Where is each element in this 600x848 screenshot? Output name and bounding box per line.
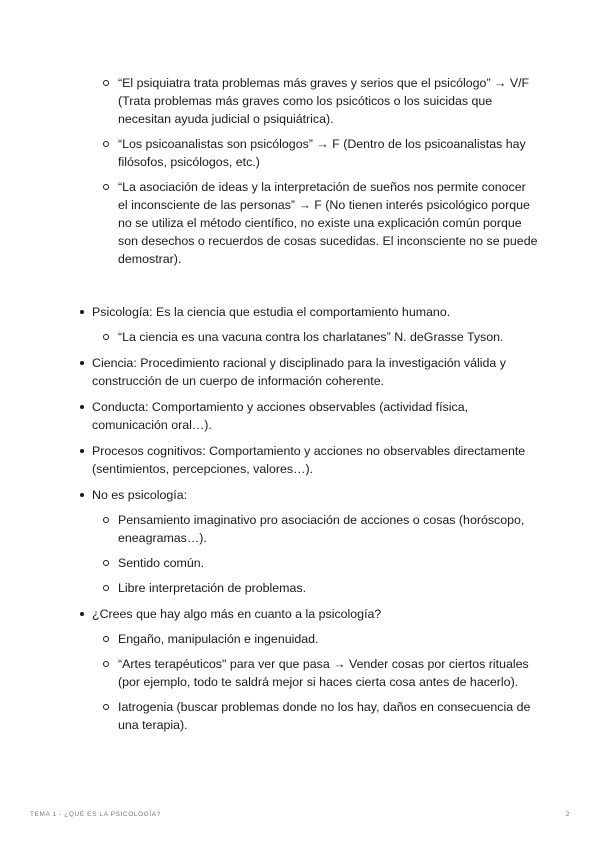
list-item: “El psiquiatra trata problemas más graves y serios que el psicólogo” → V/F (Trata problemas más graves como los psicóticos o los suicidas que necesitan ayuda judicial o psiquiátrica). [102, 74, 538, 128]
list-item-conducta [78, 398, 538, 434]
sub-list [102, 630, 538, 734]
list-item: Pensamiento imaginativo pro asociación de acciones o cosas (horóscopo, eneagramas…). [102, 511, 538, 547]
list-item-text: Procesos cognitivos: Comportamiento y acciones no observables directamente (sentimientos, percepciones, valores…). [92, 444, 526, 476]
list-item-text: ¿Crees que hay algo más en cuanto a la psicología? [92, 607, 382, 621]
main-bullet-list [78, 303, 538, 734]
list-item-text: Ciencia: Procedimiento racional y disciplinado para la investigación válida y construcción de un cuerpo de información coherente. [92, 356, 506, 388]
footer-title: TEMA 1 - ¿QUÉ ES LA PSICOLOGÍA? [30, 811, 161, 818]
list-item: “La asociación de ideas y la interpretación de sueños nos permite conocer el inconsciente de las personas” → F (No tienen interés psicológico porque no se utiliza el método científico, no existe una explicación común porque son desechos o recuerdos de cosas sucedidas. El inconsciente no se puede demostrar). [102, 178, 538, 268]
list-item: Sentido común. [102, 554, 538, 572]
list-item-text: No es psicología: [92, 488, 188, 502]
sub-list [102, 328, 538, 346]
section-gap [78, 275, 538, 303]
list-item-crees-que-hay-algo-mas [78, 605, 538, 734]
page-content [78, 74, 538, 742]
list-item: Libre interpretación de problemas. [102, 579, 538, 597]
list-item-no-es-psicologia [78, 486, 538, 597]
list-item-ciencia [78, 354, 538, 390]
page-number: 2 [565, 811, 570, 818]
list-item-psicologia [78, 303, 538, 346]
list-item: “Artes terapéuticos" para ver que pasa → Vender cosas por ciertos rituales (por ejemplo, todo te saldrá mejor si haces cierta cosa antes de hacerlo). [102, 655, 538, 691]
list-item-text: Conducta: Comportamiento y acciones observables (actividad física, comunicación oral…). [92, 400, 469, 432]
sub-list [102, 511, 538, 597]
list-item: “La ciencia es una vacuna contra los charlatanes” N. deGrasse Tyson. [102, 328, 538, 346]
list-item-text: Psicología: Es la ciencia que estudia el comportamiento humano. [92, 305, 451, 319]
continuation-list [102, 74, 538, 268]
list-item: Engaño, manipulación e ingenuidad. [102, 630, 538, 648]
list-item-procesos-cognitivos [78, 442, 538, 478]
list-item: “Los psicoanalistas son psicólogos” → F (Dentro de los psicoanalistas hay filósofos, psicólogos, etc.) [102, 135, 538, 171]
list-item: Iatrogenia (buscar problemas donde no los hay, daños en consecuencia de una terapia). [102, 698, 538, 734]
